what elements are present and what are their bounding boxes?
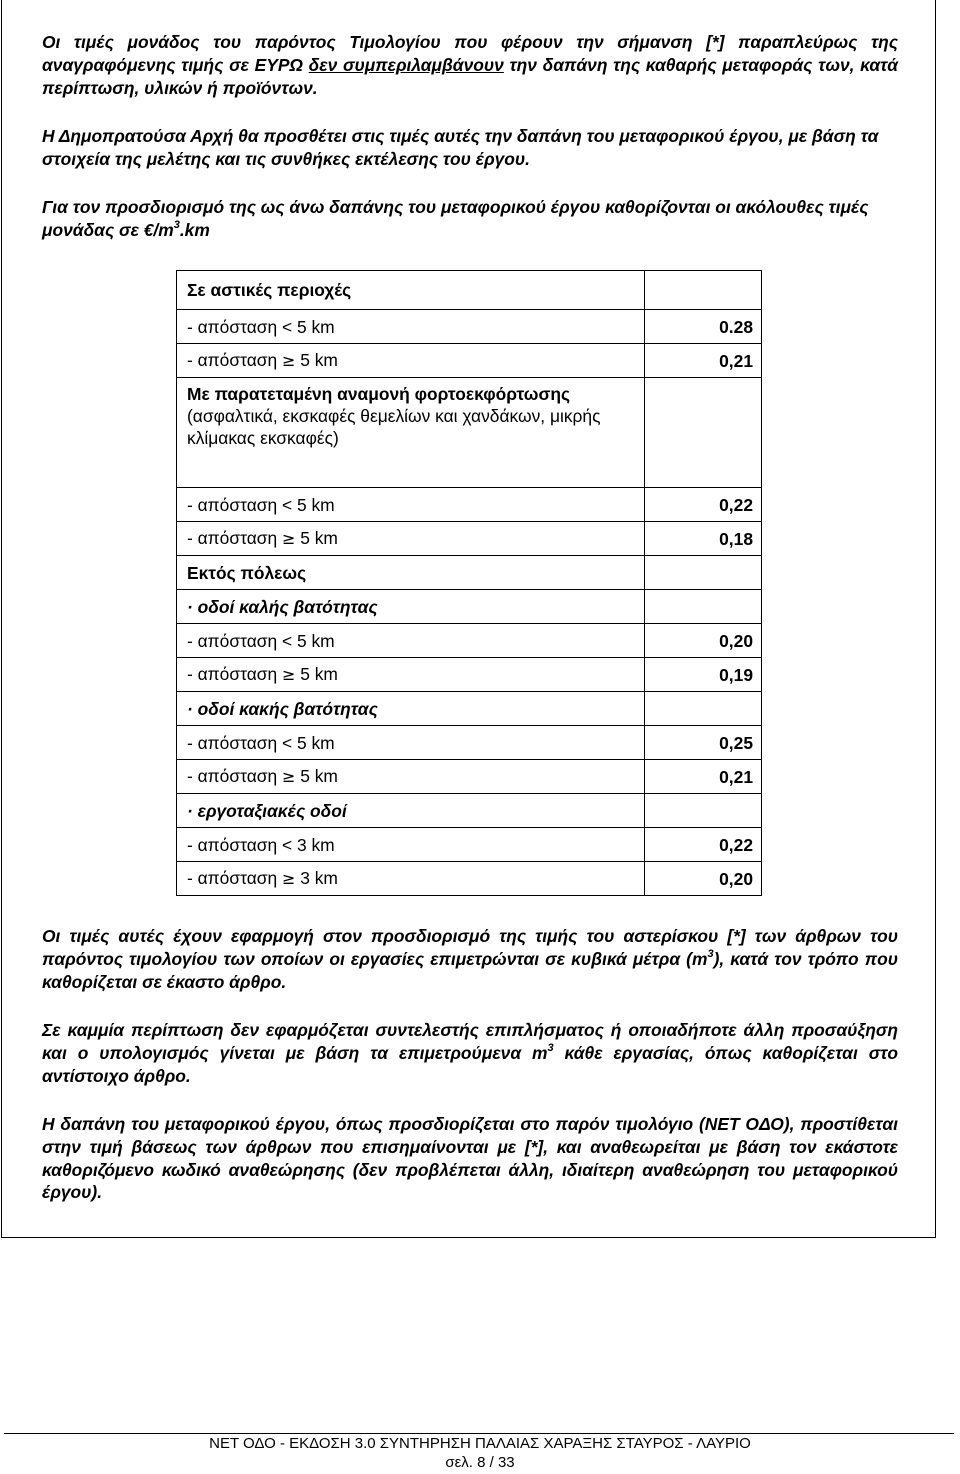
footer-title: ΝΕΤ ΟΔΟ - ΕΚΔΟΣΗ 3.0 ΣΥΝΤΗΡΗΣΗ ΠΑΛΑΙΑΣ ΧΑΡΑΞΗΣ ΣΤΑΥΡΟΣ - ΛΑΥΡΙΟ: [209, 1435, 751, 1452]
table-row: [177, 378, 762, 488]
row-value: 0,20: [645, 862, 762, 896]
subsection-site-roads: · εργοταξιακές οδοί: [177, 794, 645, 828]
paragraph-no-surcharge: [42, 1019, 898, 1087]
row-value: 0,22: [645, 488, 762, 522]
paragraph-text: κάθε εργασίας, όπως καθορίζεται στο αντίστοιχο άρθρο.: [42, 1042, 898, 1086]
paragraph-revision: Η δαπάνη του μεταφορικού έργου, όπως προσδιορίζεται στο παρόν τιμολόγιο (ΝΕΤ ΟΔΟ), προστίθεται στην τιμή βάσεως των άρθρων που επισημαίνονται με [*], και αναθεωρείται με βάση τον εκάστοτε καθοριζόμενο κωδικό αναθεώρησης (δεν προβλέπεται άλλη, ιδιαίτερη αναθεώρηση του μεταφορικού έργου).: [42, 1114, 898, 1203]
section-header-urban: Σε αστικές περιοχές: [177, 271, 645, 310]
row-label: - απόσταση < 5 km: [177, 726, 645, 760]
paragraph-application: [42, 925, 898, 993]
table-row: [177, 760, 762, 794]
empty-cell: [645, 590, 762, 624]
page-number: σελ. 8 / 33: [445, 1454, 515, 1471]
greater-equal-symbol: ≥: [282, 351, 296, 370]
table-row: [177, 344, 762, 378]
row-value: 0,21: [645, 344, 762, 378]
table-row: [177, 862, 762, 896]
superscript: 3: [707, 948, 714, 960]
row-value: 0.28: [645, 310, 762, 344]
row-label: - απόσταση < 5 km: [177, 310, 645, 344]
row-label: - απόσταση ≥ 5 km: [177, 760, 645, 794]
transport-rates-table: [176, 270, 762, 896]
row-label: - απόσταση < 3 km: [177, 828, 645, 862]
paragraph-text: ), κατά τον τρόπο που καθορίζεται σε έκαστο άρθρο.: [42, 948, 898, 992]
row-label: - απόσταση ≥ 3 km: [177, 862, 645, 896]
paragraph-text: Σε καμμία περίπτωση δεν εφαρμόζεται συντελεστής επιπλήσματος ή οποιαδήποτε άλλη προσαύξηση και ο υπολογισμός γίνεται με βάση τα επιμετρούμενα m: [42, 1020, 898, 1063]
table-row: [177, 658, 762, 692]
row-value: 0,18: [645, 522, 762, 556]
paragraph-text: .km: [179, 219, 210, 240]
greater-equal-symbol: ≥: [282, 665, 296, 684]
row-label: - απόσταση < 5 km: [177, 624, 645, 658]
row-value: 0,25: [645, 726, 762, 760]
row-value: 0,19: [645, 658, 762, 692]
empty-cell: [645, 692, 762, 726]
row-label: - απόσταση ≥ 5 km: [177, 522, 645, 556]
table-row: [177, 624, 762, 658]
row-label: - απόσταση ≥ 5 km: [177, 344, 645, 378]
table-row: [177, 310, 762, 344]
paragraph-unpriced-transport: [42, 31, 898, 99]
superscript: 3: [173, 219, 180, 231]
superscript: 3: [547, 1042, 554, 1054]
subsection-good-roads: · οδοί καλής βατότητας: [177, 590, 645, 624]
table-row: [177, 692, 762, 726]
paragraph-text: Οι τιμές αυτές έχουν εφαρμογή στον προσδιορισμό της τιμής του αστερίσκου [*] των άρθρων του παρόντος τιμολογίου των οποίων οι εργασίες επιμετρώνται σε κυβικά μέτρα (m: [42, 926, 898, 969]
table-row: [177, 556, 762, 590]
empty-cell: [645, 378, 762, 488]
row-label: - απόσταση < 5 km: [177, 488, 645, 522]
paragraph-unit-rates-intro: [42, 196, 898, 242]
footer-divider: [4, 1433, 954, 1434]
subsection-bad-roads: · οδοί κακής βατότητας: [177, 692, 645, 726]
section-header-outside: Εκτός πόλεως: [177, 556, 645, 590]
row-value: 0,22: [645, 828, 762, 862]
paragraph-text: την δαπάνη της καθαρής μεταφοράς των, κατά περίπτωση, υλικών ή προϊόντων.: [42, 54, 898, 98]
paragraph-text: Για τον προσδιορισμό της ως άνω δαπάνης του μεταφορικού έργου καθορίζονται οι ακόλουθες τιμές μονάδας σε €/m: [42, 197, 869, 240]
row-value: 0,20: [645, 624, 762, 658]
paragraph-text: Οι τιμές μονάδος του παρόντος Τιμολογίου που φέρουν την σήμανση [*] παραπλεύρως της αναγραφόμενης τιμής σε ΕΥΡΩ: [42, 32, 898, 75]
row-label: - απόσταση ≥ 5 km: [177, 658, 645, 692]
table-row: [177, 488, 762, 522]
table-row: [177, 522, 762, 556]
table-row: [177, 271, 762, 310]
section-header-waiting: Με παρατεταμένη αναμονή φορτοεκφόρτωσης (ασφαλτικά, εκσκαφές θεμελίων και χανδάκων, μικρής κλίμακας εκσκαφές): [177, 378, 645, 488]
table-row: [177, 590, 762, 624]
greater-equal-symbol: ≥: [282, 529, 296, 548]
table-row: [177, 726, 762, 760]
underlined-text: δεν συμπεριλαμβάνουν: [308, 54, 504, 75]
empty-cell: [645, 271, 762, 310]
table-row: [177, 828, 762, 862]
empty-cell: [645, 794, 762, 828]
greater-equal-symbol: ≥: [282, 767, 296, 786]
row-value: 0,21: [645, 760, 762, 794]
greater-equal-symbol: ≥: [282, 869, 296, 888]
paragraph-authority-adds: Η Δημοπρατούσα Αρχή θα προσθέτει στις τιμές αυτές την δαπάνη του μεταφορικού έργου, με βάση τα στοιχεία της μελέτης και τις συνθήκες εκτέλεσης του έργου.: [42, 126, 879, 169]
empty-cell: [645, 556, 762, 590]
table-row: [177, 794, 762, 828]
